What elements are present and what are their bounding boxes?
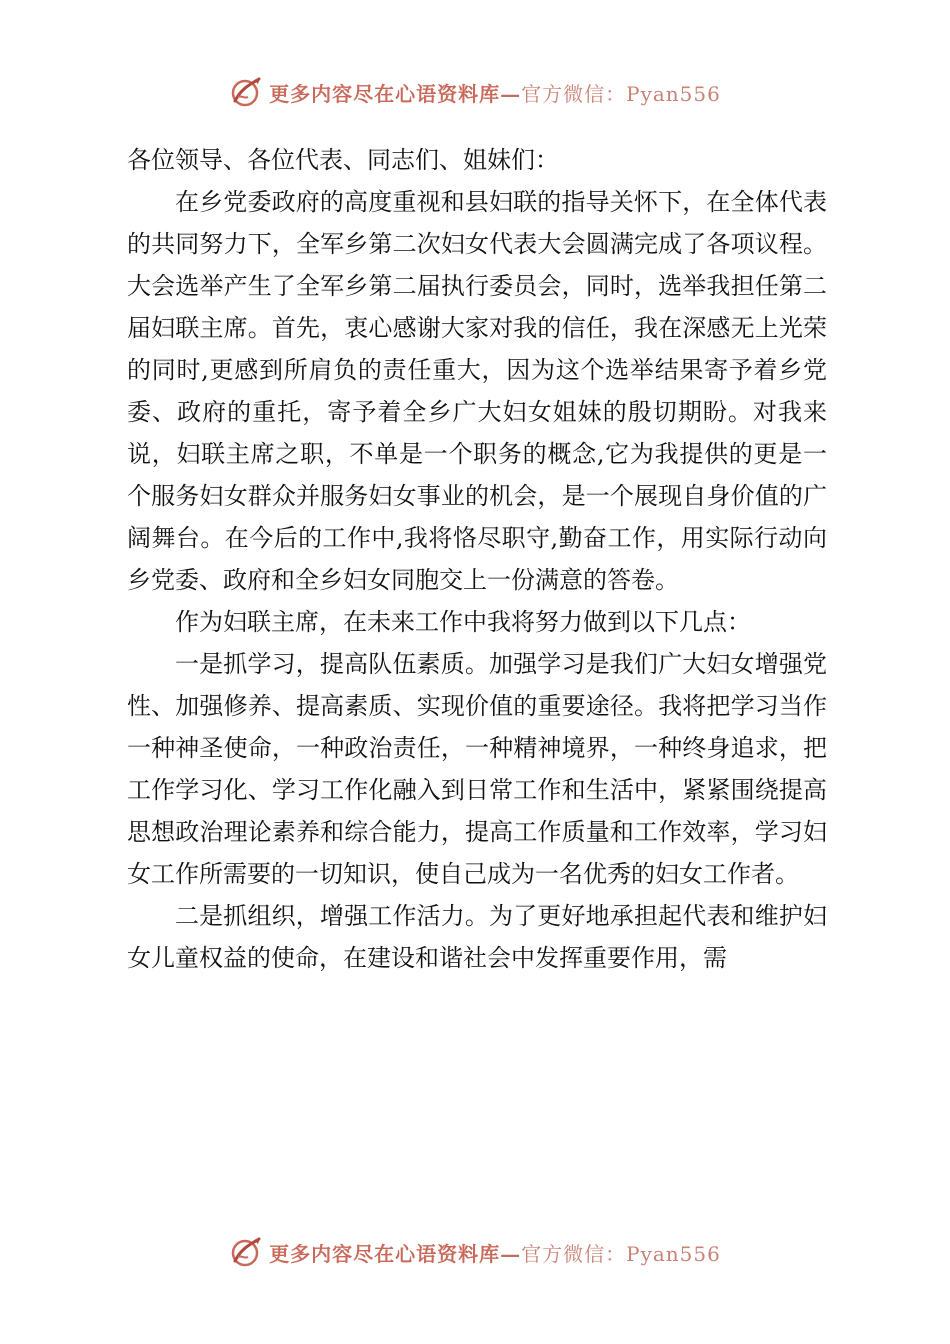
paragraph-3: 一是抓学习，提高队伍素质。加强学习是我们广大妇女增强党性、加强修养、提高素质、实现价值的重要途径。我将把学习当作一种神圣使命，一种政治责任，一种精神境界，一种终身追求，把工作学习化、学习工作化融入到日常工作和生活中，紧紧围绕提高思想政治理论素养和综合能力，提高工作质量和工作效率，学习妇女工作所需要的一切知识，使自己成为一名优秀的妇女工作者。: [127, 650, 827, 888]
banner-dash: —: [500, 81, 522, 106]
greeting: 各位领导、各位代表、同志们、姐妹们：: [127, 146, 559, 174]
banner-left-text: 更多内容尽在心语资料库: [269, 81, 501, 106]
pen-swirl-logo-icon: [229, 1235, 263, 1269]
footer-banner: [0, 1232, 950, 1272]
banner-text: [269, 1238, 721, 1267]
banner-left-text: 更多内容尽在心语资料库: [269, 1241, 501, 1266]
banner-dash: —: [500, 1241, 522, 1266]
banner-text: [269, 78, 721, 107]
paragraph-1: 在乡党委政府的高度重视和县妇联的指导关怀下，在全体代表的共同努力下，全军乡第二次妇女代表大会圆满完成了各项议程。大会选举产生了全军乡第二届执行委员会，同时，选举我担任第二届妇联主席。首先，衷心感谢大家对我的信任，我在深感无上光荣的同时,更感到所肩负的责任重大，因为这个选举结果寄予着乡党委、政府的重托，寄予着全乡广大妇女姐妹的殷切期盼。对我来说，妇联主席之职，不单是一个职务的概念,它为我提供的更是一个服务妇女群众并服务妇女事业的机会，是一个展现自身价值的广阔舞台。在今后的工作中,我将恪尽职守,勤奋工作，用实际行动向乡党委、政府和全乡妇女同胞交上一份满意的答卷。: [127, 188, 827, 594]
banner-right-text: 官方微信：Pyan556: [521, 81, 721, 106]
pen-swirl-logo-icon: [229, 75, 263, 109]
header-banner: [0, 72, 950, 112]
paragraph-2: 作为妇联主席，在未来工作中我将努力做到以下几点：: [175, 608, 751, 636]
paragraph-4: 二是抓组织，增强工作活力。为了更好地承担起代表和维护妇女儿童权益的使命，在建设和谐社会中发挥重要作用，需: [127, 902, 827, 972]
banner-right-text: 官方微信：Pyan556: [521, 1241, 721, 1266]
document-body: [127, 139, 827, 979]
